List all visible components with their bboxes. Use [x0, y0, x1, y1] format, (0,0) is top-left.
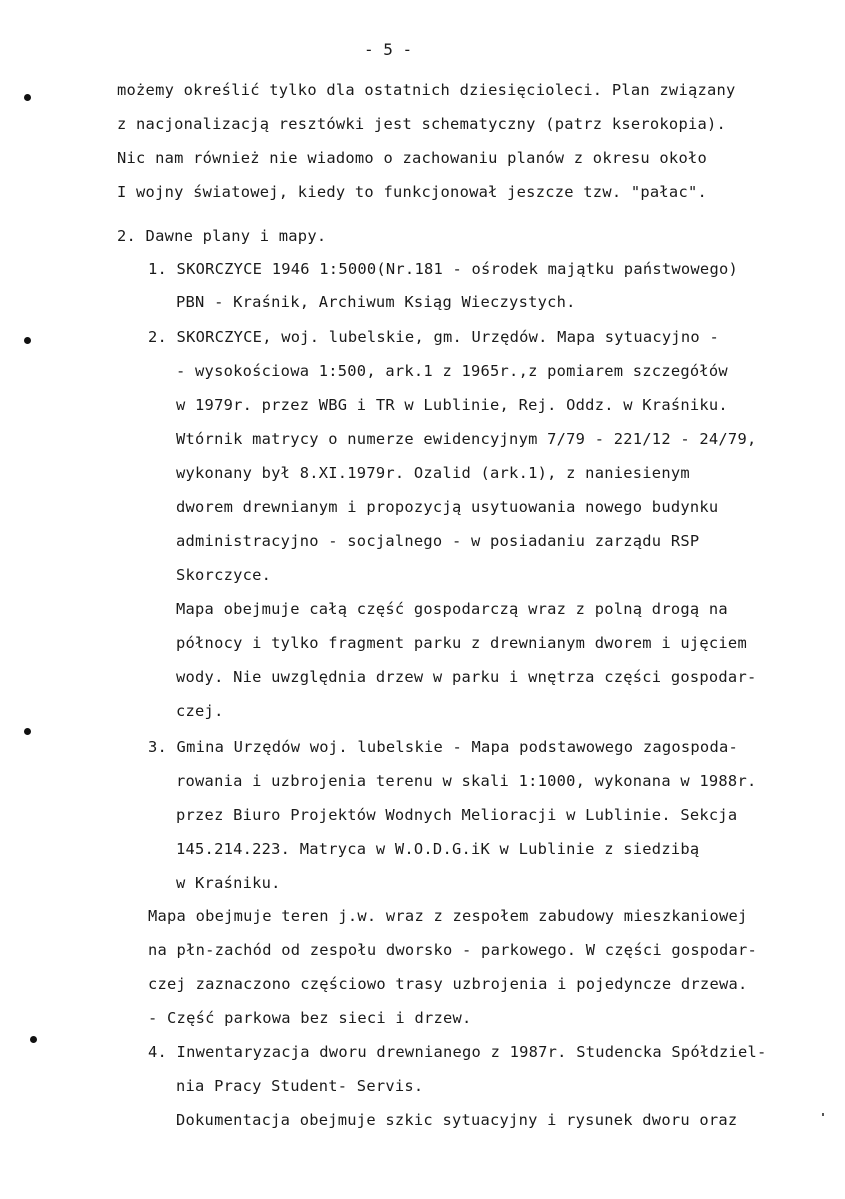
- text-line: wykonany był 8.XI.1979r. Ozalid (ark.1), z naniesienym: [176, 464, 690, 482]
- text-line: I wojny światowej, kiedy to funkcjonował jeszcze tzw. "pałac".: [117, 183, 707, 201]
- text-line: możemy określić tylko dla ostatnich dziesięcioleci. Plan związany: [117, 81, 736, 99]
- text-line: w 1979r. przez WBG i TR w Lublinie, Rej. Oddz. w Kraśniku.: [176, 396, 728, 414]
- text-line: na płn-zachód od zespołu dworsko - parkowego. W części gospodar-: [148, 941, 758, 959]
- list-item: 4. Inwentaryzacja dworu drewnianego z 1987r. Studencka Spółdziel-: [148, 1043, 767, 1061]
- text-line: PBN - Kraśnik, Archiwum Ksiąg Wieczystych.: [176, 293, 576, 311]
- punch-hole-icon: [24, 94, 31, 101]
- text-line: - Część parkowa bez sieci i drzew.: [148, 1009, 472, 1027]
- text-line: Dokumentacja obejmuje szkic sytuacyjny i rysunek dworu oraz: [176, 1111, 738, 1129]
- text-line: dworem drewnianym i propozycją usytuowania nowego budynku: [176, 498, 719, 516]
- list-item: 3. Gmina Urzędów woj. lubelskie - Mapa podstawowego zagospoda-: [148, 738, 738, 756]
- page-number: - 5 -: [364, 40, 413, 59]
- text-line: w Kraśniku.: [176, 874, 281, 892]
- section-heading: 2. Dawne plany i mapy.: [117, 227, 327, 245]
- text-line: rowania i uzbrojenia terenu w skali 1:1000, wykonana w 1988r.: [176, 772, 757, 790]
- text-line: z nacjonalizacją resztówki jest schematyczny (patrz kserokopia).: [117, 115, 727, 133]
- list-item: 2. SKORCZYCE, woj. lubelskie, gm. Urzędów. Mapa sytuacyjno -: [148, 328, 719, 346]
- text-line: Wtórnik matrycy o numerze ewidencyjnym 7/79 - 221/12 - 24/79,: [176, 430, 757, 448]
- text-line: wody. Nie uwzględnia drzew w parku i wnętrza części gospodar-: [176, 668, 757, 686]
- text-line: Mapa obejmuje całą część gospodarczą wraz z polną drogą na: [176, 600, 728, 618]
- text-line: Nic nam również nie wiadomo o zachowaniu planów z okresu około: [117, 149, 707, 167]
- text-line: czej.: [176, 702, 224, 720]
- punch-hole-icon: [24, 728, 31, 735]
- text-line: 145.214.223. Matryca w W.O.D.G.iK w Lublinie z siedzibą: [176, 840, 700, 858]
- text-line: Skorczyce.: [176, 566, 272, 584]
- text-line: przez Biuro Projektów Wodnych Melioracji w Lublinie. Sekcja: [176, 806, 738, 824]
- scan-speck: [822, 1113, 824, 1116]
- punch-hole-icon: [30, 1036, 37, 1043]
- text-line: - wysokościowa 1:500, ark.1 z 1965r.,z pomiarem szczegółów: [176, 362, 728, 380]
- text-line: północy i tylko fragment parku z drewnianym dworem i ujęciem: [176, 634, 747, 652]
- list-item: 1. SKORCZYCE 1946 1:5000(Nr.181 - ośrodek majątku państwowego): [148, 260, 738, 278]
- text-line: Mapa obejmuje teren j.w. wraz z zespołem zabudowy mieszkaniowej: [148, 907, 748, 925]
- text-line: nia Pracy Student- Servis.: [176, 1077, 424, 1095]
- text-line: czej zaznaczono częściowo trasy uzbrojenia i pojedyncze drzewa.: [148, 975, 748, 993]
- punch-hole-icon: [24, 337, 31, 344]
- text-line: administracyjno - socjalnego - w posiadaniu zarządu RSP: [176, 532, 700, 550]
